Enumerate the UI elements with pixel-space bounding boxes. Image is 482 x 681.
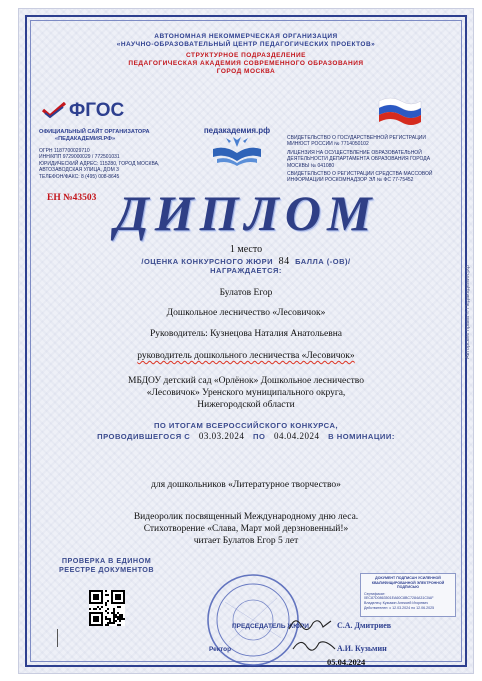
results-line-2 xyxy=(19,431,473,441)
issue-date: 05.04.2024 xyxy=(327,657,366,667)
registry-line: ПРОВЕРКА В ЕДИНОМ xyxy=(61,556,152,565)
fgos-logo xyxy=(41,100,125,123)
score-value: 84 xyxy=(278,256,290,267)
place: 1 место xyxy=(229,244,263,255)
chair-signature-icon xyxy=(287,613,333,635)
registration-info xyxy=(287,135,447,184)
divider xyxy=(57,629,58,647)
unit-line-1: СТРУКТУРНОЕ ПОДРАЗДЕЛЕНИЕ xyxy=(185,52,307,59)
qr-code[interactable] xyxy=(89,590,125,626)
detail-line: ОГРН 1187700029710 xyxy=(39,148,90,154)
fgos-logo-text: ФГОС xyxy=(69,100,125,121)
qr-code-icon xyxy=(89,590,125,626)
score-label: /ОЦЕНКА КОНКУРСНОГО ЖЮРИ xyxy=(141,257,273,266)
organization-line: Нижегородской области xyxy=(197,400,295,410)
ecp-line: Сертификат: 0EC87D0863501EA60C8BC7284A31C0AF xyxy=(364,591,434,601)
work-line: Стихотворение «Слава, Март мой дерзновенный!» xyxy=(143,524,349,534)
organization-line: МБДОУ детский сад «Орлёнок» Дошкольное лесничество xyxy=(128,376,364,386)
unit-line-3: ГОРОД МОСКВА xyxy=(216,68,276,75)
copyright-note: Авторские права © Педакадемия.рф xyxy=(465,265,471,359)
diploma-number: ЕН №43503 xyxy=(47,193,97,203)
ecp-title: ДОКУМЕНТ ПОДПИСАН УСИЛЕННОЙ КВАЛИФИЦИРОВАННОЙ ЭЛЕКТРОННОЙ ПОДПИСЬЮ xyxy=(371,576,445,590)
unit-line-2: ПЕДАГОГИЧЕСКАЯ АКАДЕМИЯ СОВРЕМЕННОГО ОБРАЗОВАНИЯ xyxy=(128,60,364,67)
diploma-sheet xyxy=(18,8,474,674)
work-line: читает Булатов Егор 5 лет xyxy=(193,536,299,546)
chair-title: ПРЕДСЕДАТЕЛЬ ЖЮРИ xyxy=(232,623,309,630)
participant-name: Булатов Егор xyxy=(219,288,273,298)
rector-signature-icon xyxy=(291,637,337,657)
fgos-check-icon xyxy=(41,102,67,118)
detail-line: АВТОЗАВОДСКАЯ УЛИЦА, ДОМ 3 xyxy=(39,167,119,174)
supervisor: Руководитель: Кузнецова Наталия Анатольевна xyxy=(149,329,342,339)
work-line: Видеоролик посвященный Международному дню леса. xyxy=(133,512,359,522)
electronic-signature-box xyxy=(360,573,456,617)
score-unit: БАЛЛА (-ОВ)/ xyxy=(295,257,351,266)
pedakademia-logo xyxy=(199,126,275,172)
date-from: 03.03.2024 xyxy=(198,431,245,441)
organization-full xyxy=(19,375,473,411)
detail-line: ТЕЛЕФОН/ФАКС: 8 (495) 008-8645 xyxy=(39,173,120,180)
nomination: для дошкольников «Литературное творчество» xyxy=(151,480,341,490)
org-line-1: АВТОНОМНАЯ НЕКОММЕРЧЕСКАЯ ОРГАНИЗАЦИЯ xyxy=(154,33,338,40)
chair-name: С.А. Дмитриев xyxy=(337,621,392,630)
results-to-label: ПО xyxy=(253,432,266,441)
open-book-icon xyxy=(209,137,265,167)
results-from-label: ПРОВОДИВШЕГОСЯ С xyxy=(97,432,191,441)
registration-line: СВИДЕТЕЛЬСТВО О ГОСУДАРСТВЕННОЙ РЕГИСТРАЦИИ МИНЮСТ РОССИИ № 7714050102 xyxy=(287,135,426,148)
nomination-label: В НОМИНАЦИИ: xyxy=(328,432,395,441)
institution-short: Дошкольное лесничество «Лесовичок» xyxy=(166,308,326,318)
rector-title: Ректор xyxy=(209,646,232,653)
registry-check xyxy=(59,556,154,574)
supervisor-role: руководитель дошкольного лесничества «Лесовичок» xyxy=(137,351,355,361)
diploma-title: ДИПЛОМ xyxy=(114,185,378,241)
detail-line: ЮРИДИЧЕСКИЙ АДРЕС: 115280, ГОРОД МОСКВА, xyxy=(39,160,160,167)
results-line-1: ПО ИТОГАМ ВСЕРОССИЙСКОГО КОНКУРСА, xyxy=(153,421,339,430)
org-details xyxy=(39,148,169,180)
date-to: 04.04.2024 xyxy=(274,431,320,441)
ecp-line: Владелец: Кузьмин Алексей Игоревич xyxy=(364,600,428,605)
detail-line: ИНН/КПП 9729000029 / 772501031 xyxy=(39,154,120,161)
license-line: ЛИЦЕНЗИЯ НА ОСУЩЕСТВЛЕНИЕ ОБРАЗОВАТЕЛЬНОЙ ДЕЯТЕЛЬНОСТИ ДЕПАРТАМЕНТА ОБРАЗОВАНИЯ ГОРОДА МОСКВЫ № 041080 xyxy=(287,149,431,169)
org-line-2: «НАУЧНО-ОБРАЗОВАТЕЛЬНЫЙ ЦЕНТР ПЕДАГОГИЧЕСКИХ ПРОЕКТОВ» xyxy=(116,41,376,48)
ecp-line: Действителен: с 12.03.2024 по 12.06.2025 xyxy=(364,605,435,610)
organization-line: «Лесовичок» Уренского муниципального округа, xyxy=(146,388,346,398)
site-line-2: «ПЕДАКАДЕМИЯ.РФ» xyxy=(55,136,116,142)
media-registration-line: СВИДЕТЕЛЬСТВО О РЕГИСТРАЦИИ СРЕДСТВА МАССОВОЙ ИНФОРМАЦИИ РОСКОМНАДЗОР ЭЛ № ФС 77-75452 xyxy=(287,171,433,184)
awarded-label: НАГРАЖДАЕТСЯ: xyxy=(210,266,282,275)
pedakademia-logo-text: педакадемия.рф xyxy=(203,126,271,135)
work-description xyxy=(19,511,473,547)
russian-flag-icon xyxy=(377,95,423,130)
site-line-1: ОФИЦИАЛЬНЫЙ САЙТ ОРГАНИЗАТОРА xyxy=(39,129,150,135)
registry-line: РЕЕСТРЕ ДОКУМЕНТОВ xyxy=(59,565,155,574)
rector-name: А.И. Кузьмин xyxy=(337,644,387,653)
